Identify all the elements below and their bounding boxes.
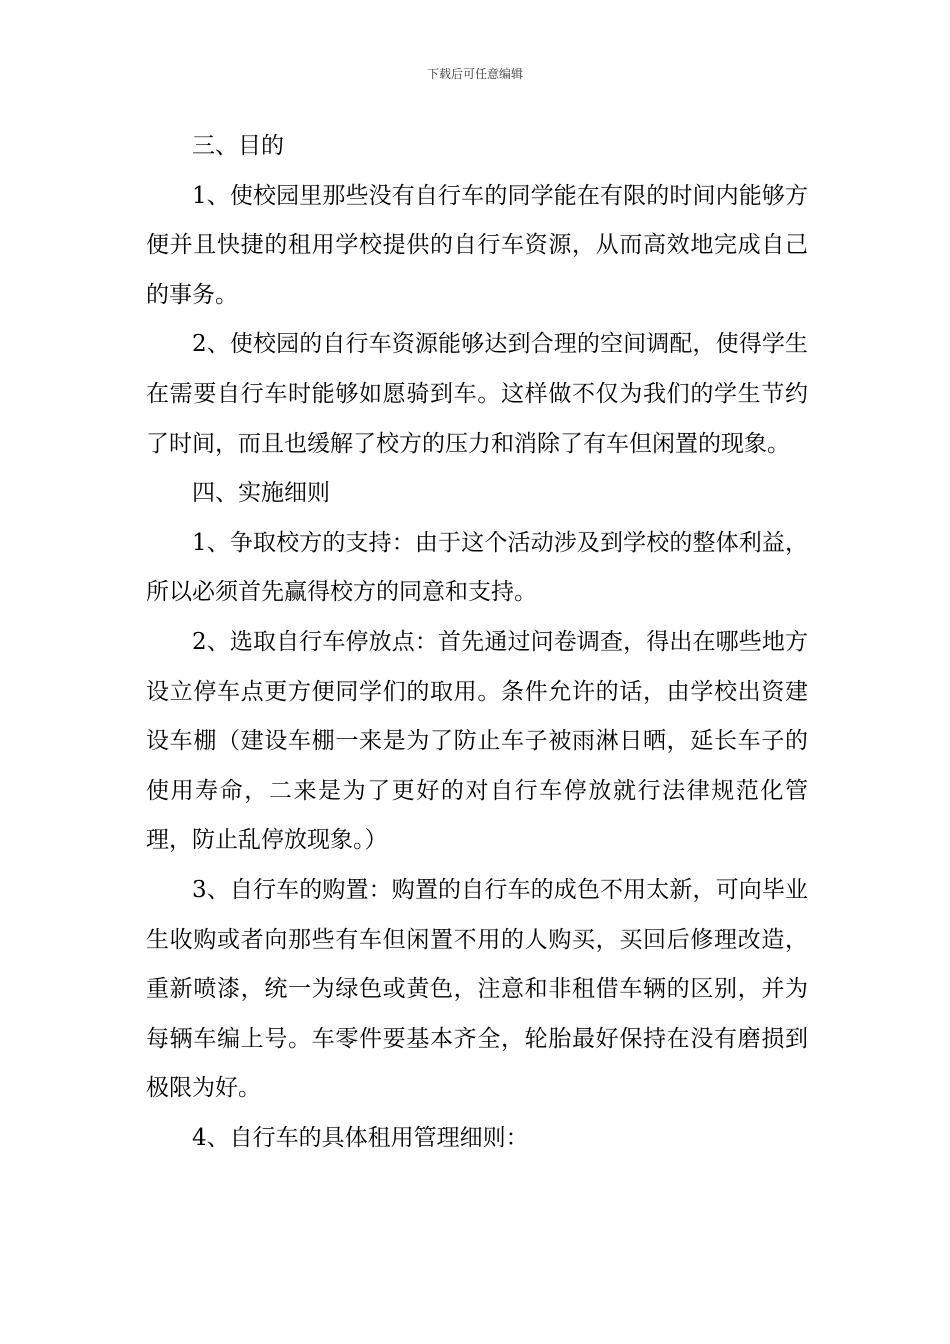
- paragraph-implementation-4: 4、自行车的具体租用管理细则：: [192, 1124, 529, 1151]
- document-body: [146, 122, 808, 1163]
- section-heading-purpose: 三、目的: [192, 133, 284, 159]
- paragraph-implementation-2: 2、选取自行车停放点：首先通过问卷调查，得出在哪些地方设立停车点更方便同学们的取用。条件允许的话，由学校出资建设车棚（建设车棚一来是为了防止车子被雨淋日晒，延长车子的使用寿命，二来是为了更好的对自行车停放就行法律规范化管理，防止乱停放现象。）: [146, 628, 808, 854]
- section-heading-implementation: 四、实施细则: [192, 480, 330, 507]
- header-note: 下载后可任意编辑: [426, 67, 523, 81]
- paragraph-purpose-1: 1、使校园里那些没有自行车的同学能在有限的时间内能够方便并且快捷的租用学校提供的自行车资源，从而高效地完成自己的事务。: [146, 182, 808, 308]
- paragraph-implementation-3: 3、自行车的购置：购置的自行车的成色不用太新，可向毕业生收购或者向那些有车但闲置不用的人购买，买回后修理改造，重新喷漆，统一为绿色或黄色，注意和非租借车辆的区别，并为每辆车编上号。车零件要基本齐全，轮胎最好保持在没有磨损到极限为好。: [146, 876, 808, 1102]
- paragraph-purpose-2: 2、使校园的自行车资源能够达到合理的空间调配，使得学生在需要自行车时能够如愿骑到车。这样做不仅为我们的学生节约了时间，而且也缓解了校方的压力和消除了有车但闲置的现象。: [146, 331, 808, 457]
- paragraph-implementation-1: 1、争取校方的支持：由于这个活动涉及到学校的整体利益，所以必须首先赢得校方的同意和支持。: [146, 529, 808, 606]
